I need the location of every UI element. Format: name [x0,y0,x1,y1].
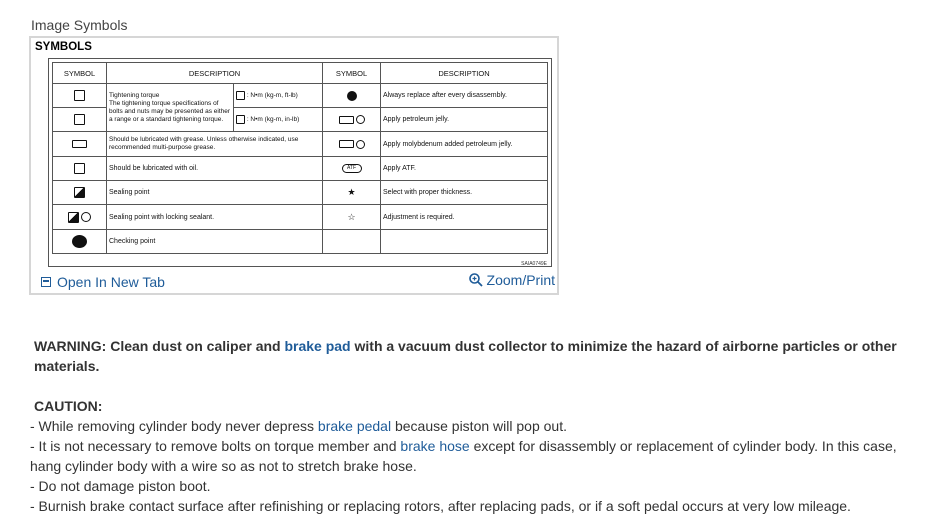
list-item: Apply molybdenum added petroleum jelly. [381,132,548,157]
table-row [53,132,548,157]
caution-title: CAUTION: [34,398,103,414]
zoom-print-link[interactable] [468,272,555,288]
brake-hose-link[interactable]: brake hose [400,438,470,454]
star-filled-icon: ★ [347,187,356,197]
grease-gun-icon [339,116,354,124]
torque-unit-in-lb: : N•m (kg-m, in-lb) [246,116,300,124]
torque-wrench-icon [236,91,245,100]
petroleum-jelly-icon [356,115,365,124]
list-item: Apply ATF. [381,157,548,181]
table-row [53,230,548,254]
molybdenum-icon [356,140,365,149]
torque-wrench-icon [236,115,245,124]
list-item: Select with proper thickness. [381,181,548,205]
list-item: Checking point [107,230,323,254]
table-header-row [53,63,548,84]
locking-sealant-icon [81,212,91,222]
table-row [53,205,548,230]
figure-code: SAIA0749E [521,261,547,267]
brake-pedal-link[interactable]: brake pedal [317,418,392,434]
symbols-table [52,62,548,254]
oil-icon [74,163,85,174]
list-item: Should be lubricated with grease. Unless otherwise indicated, use recommended multi-purpose grease. [107,132,323,157]
table-row [53,157,548,181]
list-item: - It is not necessary to remove bolts on torque member and brake hose except for disassembly or replacement of cylinder body. In this case, hang cylinder body with a wire so as not to stretch brake hose. [30,438,897,474]
list-item: - Do not damage piston boot. [30,478,211,494]
figure-title: SYMBOLS [35,41,92,53]
grease-gun-icon [339,140,354,148]
grease-icon [72,140,87,148]
list-item: Apply petroleum jelly. [381,108,548,132]
torque-description: Tightening torque The tightening torque specifications of bolts and nuts may be presented as either a range or a standard tightening torque. [107,84,234,132]
replace-icon [347,91,357,101]
torque-wrench-icon [74,114,85,125]
header-description: DESCRIPTION [381,63,548,84]
table-row [53,181,548,205]
list-item: Sealing point [107,181,323,205]
list-item: Sealing point with locking sealant. [107,205,323,230]
image-frame [29,36,559,295]
section-heading: Image Symbols [31,17,128,33]
atf-icon: ATF [342,164,362,173]
symbols-figure[interactable] [34,40,554,270]
list-item: Should be lubricated with oil. [107,157,323,181]
header-symbol: SYMBOL [323,63,381,84]
list-item: - While removing cylinder body never depress brake pedal because piston will pop out. [30,418,567,434]
open-in-new-tab-label: Open In New Tab [57,274,165,290]
zoom-print-label: Zoom/Print [486,272,555,288]
list-item: - Burnish brake contact surface after refinishing or replacing rotors, after replacing pads, or if a soft pedal occurs at very low mileage. [30,498,851,514]
open-in-new-tab-link[interactable] [41,274,165,290]
symbols-table-box [48,58,552,267]
new-tab-icon [41,277,51,287]
warning-paragraph: WARNING: Clean dust on caliper and brake pad with a vacuum dust collector to minimize the hazard of airborne particles or other materials. [34,338,897,374]
header-symbol: SYMBOL [53,63,107,84]
sealing-icon [74,187,85,198]
brake-pad-link[interactable]: brake pad [284,338,351,354]
sealing-icon [68,212,79,223]
figure-footer [31,270,557,292]
star-outline-icon: ☆ [347,211,356,222]
torque-unit-ft-lb: : N•m (kg-m, ft-lb) [246,92,298,100]
checking-icon [72,235,87,248]
torque-wrench-icon [74,90,85,101]
header-description: DESCRIPTION [107,63,323,84]
table-row [53,84,548,108]
procedure-text [30,336,914,516]
list-item: Adjustment is required. [381,205,548,230]
zoom-icon [468,272,484,288]
list-item: Always replace after every disassembly. [381,84,548,108]
